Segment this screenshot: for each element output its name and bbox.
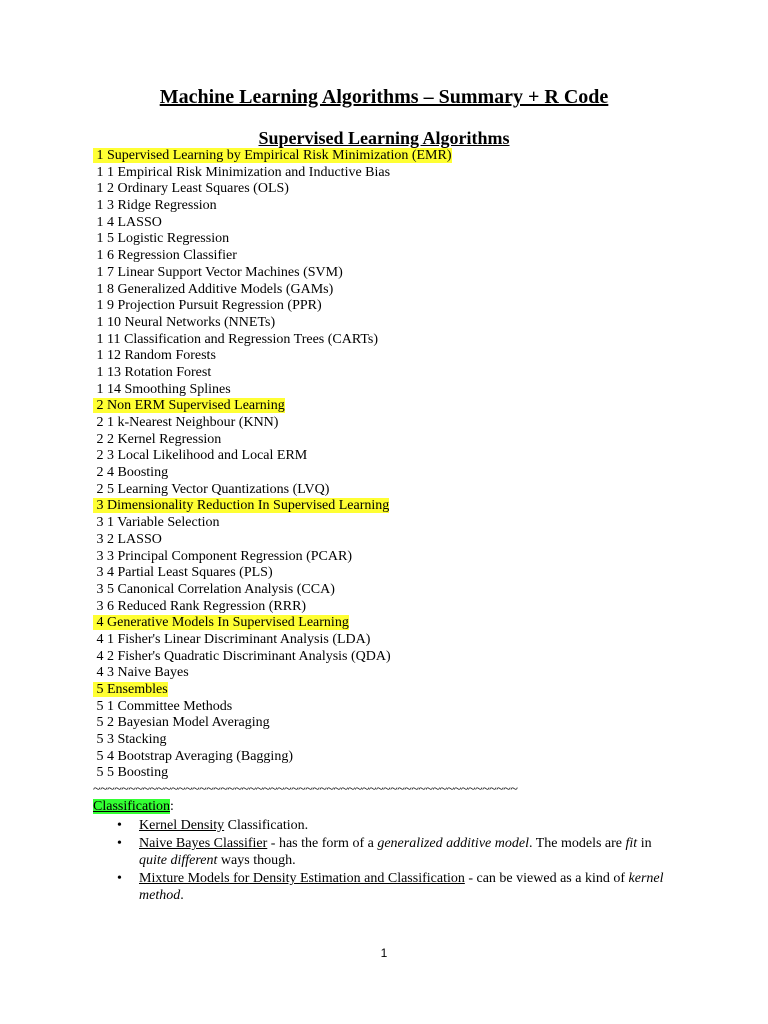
classification-list [93,817,679,904]
bullet-icon: • [117,871,122,887]
toc-entry [93,649,733,666]
document-title: Machine Learning Algorithms – Summary + R Code [159,86,609,108]
toc-entry [93,665,733,682]
classification-bullet-item [117,817,679,834]
toc-entry [93,515,733,532]
toc-entry-label: 3 4 Partial Least Squares (PLS) [93,565,273,581]
toc-entry [93,565,733,582]
page-number: 1 [380,946,388,960]
toc-section-heading [93,682,733,699]
toc-entry-label: 1 12 Random Forests [93,348,216,364]
toc-entry [93,749,733,766]
toc-entry-label: 2 3 Local Likelihood and Local ERM [93,448,308,464]
toc-entry [93,298,733,315]
toc-entry-label: 1 1 Empirical Risk Minimization and Inductive Bias [93,164,391,180]
toc-entry [93,348,733,365]
toc-section-label: 3 Dimensionality Reduction In Supervised Learning [93,498,390,514]
bullet-term: Mixture Models for Density Estimation and Classification [139,871,465,887]
toc-entry-label: 4 3 Naive Bayes [93,665,189,681]
toc-entry-label: 1 7 Linear Support Vector Machines (SVM) [93,264,343,280]
toc-entry-label: 1 6 Regression Classifier [93,248,237,264]
bullet-term: Naive Bayes Classifier [139,836,268,852]
classification-heading-line [93,798,733,815]
toc-entry [93,282,733,299]
toc-entry-label: 5 2 Bayesian Model Averaging [93,715,270,731]
toc-entry [93,482,733,499]
toc-entry-label: 1 8 Generalized Additive Models (GAMs) [93,281,334,297]
toc-section-heading [93,615,733,632]
classification-colon: : [170,799,174,815]
toc-entry [93,715,733,732]
toc-entry [93,415,733,432]
toc-section-label: 5 Ensembles [93,682,168,697]
toc-entry-label: 4 2 Fisher's Quadratic Discriminant Analysis (QDA) [93,648,391,664]
toc-section-label: 2 Non ERM Supervised Learning [93,398,285,414]
toc-entry-label: 1 3 Ridge Regression [93,198,217,214]
toc-entry-label: 1 9 Projection Pursuit Regression (PPR) [93,298,322,314]
toc-entry [93,632,733,649]
toc-entry-label: 5 5 Boosting [93,765,169,781]
toc-entry-label: 3 1 Variable Selection [93,515,220,531]
toc-entry-label: 1 14 Smoothing Splines [93,381,231,397]
toc-entry-label: 3 3 Principal Component Regression (PCAR) [93,548,352,564]
toc-entry-label: 2 2 Kernel Regression [93,431,222,447]
bullet-emphasis: fit [625,836,638,852]
toc-entry-label: 5 4 Bootstrap Averaging (Bagging) [93,748,293,764]
toc-entry-label: 3 6 Reduced Rank Regression (RRR) [93,598,307,614]
toc-entry [93,549,733,566]
toc-entry-label: 2 1 k-Nearest Neighbour (KNN) [93,415,279,430]
toc-section-heading [93,498,733,515]
bullet-text: ways though. [217,853,296,869]
toc-section-label: 4 Generative Models In Supervised Learning [93,615,349,631]
toc-entry [93,732,733,749]
bullet-icon: • [117,818,122,834]
separator-line: ~~~~~~~~~~~~~~~~~~~~~~~~~~~~~~~~~~~~~~~~~~~~~~~~~~~~~~~~~~~~ [93,782,518,798]
toc-entry-label: 2 4 Boosting [93,465,169,481]
bullet-emphasis: generalized additive model [377,836,529,852]
bullet-term: Kernel Density [139,818,225,834]
classification-heading: Classification [93,799,170,815]
table-of-contents [93,148,733,905]
bullet-text: in [637,836,652,852]
classification-bullet-item [117,870,679,904]
toc-entry-label: 3 2 LASSO [93,531,162,547]
bullet-icon: • [117,836,122,852]
toc-entry-label: 1 4 LASSO [93,214,162,230]
toc-entry [93,181,733,198]
toc-entry [93,248,733,265]
toc-entry-label: 3 5 Canonical Correlation Analysis (CCA) [93,581,335,597]
toc-entry-label: 1 5 Logistic Regression [93,231,230,247]
toc-entry [93,198,733,215]
toc-entry [93,582,733,599]
toc-entry-label: 2 5 Learning Vector Quantizations (LVQ) [93,481,330,497]
toc-section-heading [93,148,733,165]
toc-entry [93,165,733,182]
toc-entry [93,599,733,616]
toc-lines [93,148,733,782]
toc-entry [93,382,733,399]
bullet-text: - has the form of a [267,836,378,852]
bullet-emphasis: quite different [139,853,218,869]
toc-entry [93,432,733,449]
toc-entry [93,265,733,282]
bullet-text: . The models are [528,836,626,852]
toc-entry-label: 1 11 Classification and Regression Trees (CARTs) [93,331,379,347]
toc-entry-label: 1 10 Neural Networks (NNETs) [93,314,276,330]
section-subtitle: Supervised Learning Algorithms [258,128,510,148]
toc-entry [93,231,733,248]
toc-section-heading [93,398,733,415]
toc-entry [93,215,733,232]
toc-entry-label: 4 1 Fisher's Linear Discriminant Analysis (LDA) [93,631,371,647]
toc-entry-label: 5 1 Committee Methods [93,698,233,714]
toc-entry-label: 5 3 Stacking [93,732,167,748]
toc-section-label: 1 Supervised Learning by Empirical Risk Minimization (EMR) [93,148,452,163]
toc-entry-label: 1 13 Rotation Forest [93,364,212,380]
bullet-emphasis: kernel method [139,871,664,904]
toc-entry [93,365,733,382]
toc-entry [93,465,733,482]
toc-entry [93,315,733,332]
toc-entry [93,765,733,782]
toc-entry [93,532,733,549]
toc-entry [93,448,733,465]
toc-entry [93,699,733,716]
toc-entry-label: 1 2 Ordinary Least Squares (OLS) [93,181,289,197]
bullet-text: . [180,888,184,904]
bullet-text: - can be viewed as a kind of [464,871,629,887]
bullet-text: Classification. [224,818,309,834]
classification-bullet-item [117,835,679,869]
toc-entry [93,332,733,349]
